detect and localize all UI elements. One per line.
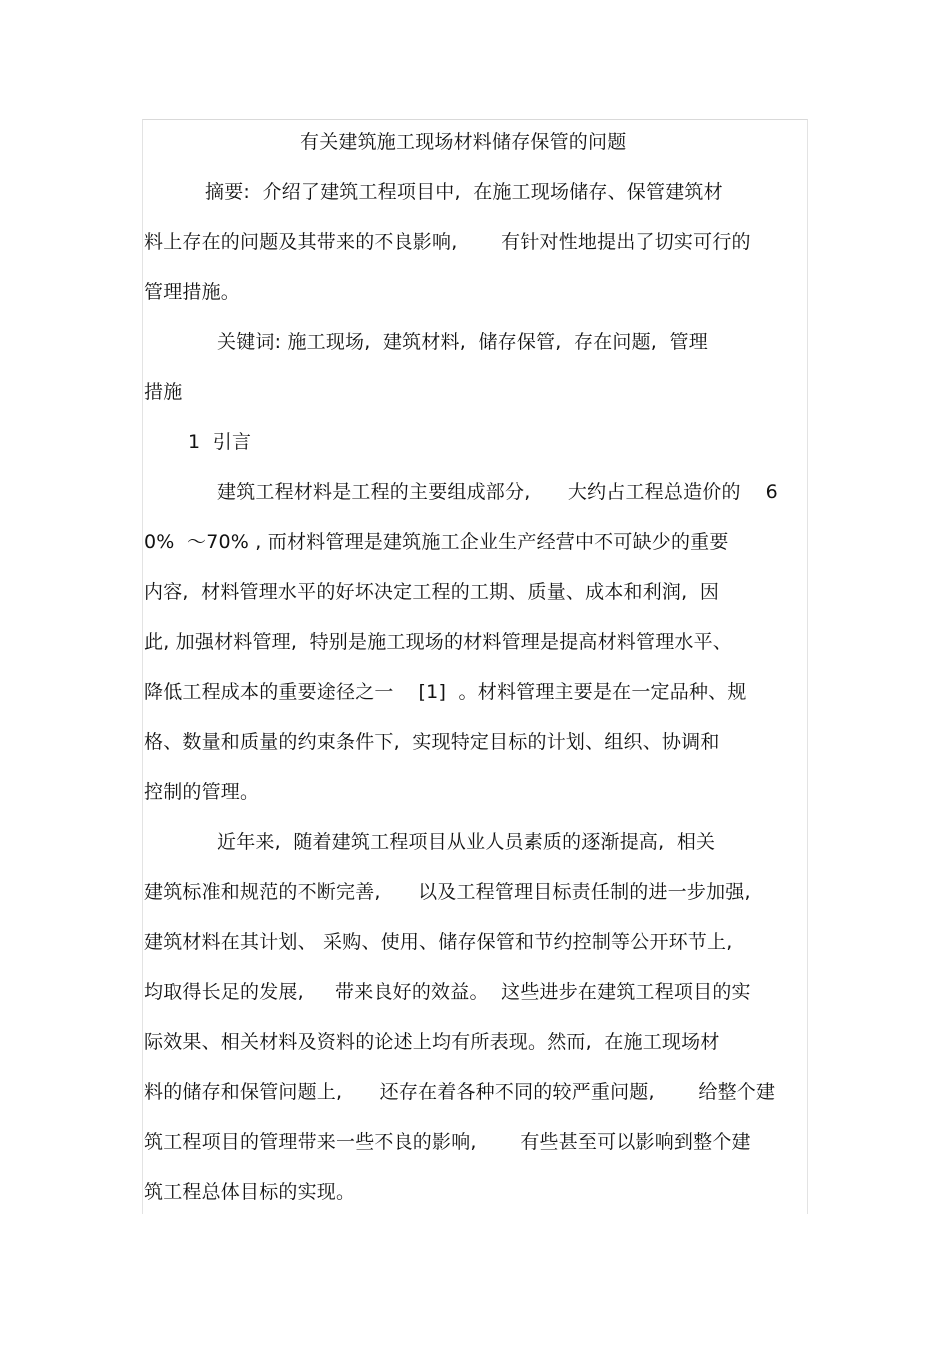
- paragraph1-line-7: 控制的管理。: [144, 781, 260, 803]
- paragraph1-line-1: 建筑工程材料是工程的主要组成部分, 大约占工程总造价的 6: [217, 481, 778, 503]
- paragraph2-line-6: 料的储存和保管问题上, 还存在着各种不同的较严重问题, 给整个建: [144, 1081, 776, 1103]
- section-heading-introduction: 1 引言: [188, 431, 252, 453]
- abstract-line-2: 料上存在的问题及其带来的不良影响, 有针对性地提出了切实可行的: [144, 231, 751, 253]
- paragraph2-line-4: 均取得长足的发展, 带来良好的效益。 这些进步在建筑工程项目的实: [144, 981, 751, 1003]
- paragraph2-line-1: 近年来, 随着建筑工程项目从业人员素质的逐渐提高, 相关: [217, 831, 716, 853]
- abstract-line-3: 管理措施。: [144, 281, 241, 303]
- keywords-line-1: 关键词: 施工现场, 建筑材料, 储存保管, 存在问题, 管理: [217, 331, 708, 353]
- abstract-line-1: 摘要: 介绍了建筑工程项目中, 在施工现场储存、保管建筑材: [205, 181, 723, 203]
- paragraph2-line-8: 筑工程总体目标的实现。: [144, 1181, 356, 1203]
- paragraph2-line-7: 筑工程项目的管理带来一些不良的影响, 有些甚至可以影响到整个建: [144, 1131, 751, 1153]
- paragraph1-line-2: 0% ～70% , 而材料管理是建筑施工企业生产经营中不可缺少的重要: [144, 531, 729, 553]
- paragraph1-line-6: 格、数量和质量的约束条件下, 实现特定目标的计划、组织、协调和: [144, 731, 720, 753]
- paragraph1-line-5: 降低工程成本的重要途径之一 [1] 。材料管理主要是在一定品种、规: [144, 681, 747, 703]
- paragraph1-line-4: 此, 加强材料管理, 特别是施工现场的材料管理是提高材料管理水平、: [144, 631, 732, 653]
- paragraph2-line-2: 建筑标准和规范的不断完善, 以及工程管理目标责任制的进一步加强,: [144, 881, 751, 903]
- paragraph2-line-5: 际效果、相关材料及资料的论述上均有所表现。然而, 在施工现场材: [144, 1031, 720, 1053]
- keywords-line-2: 措施: [144, 381, 183, 403]
- document-title: 有关建筑施工现场材料储存保管的问题: [300, 131, 627, 153]
- paragraph1-line-3: 内容, 材料管理水平的好坏决定工程的工期、质量、成本和利润, 因: [144, 581, 720, 603]
- paragraph2-line-3: 建筑材料在其计划、 采购、使用、储存保管和节约控制等公开环节上,: [144, 931, 733, 953]
